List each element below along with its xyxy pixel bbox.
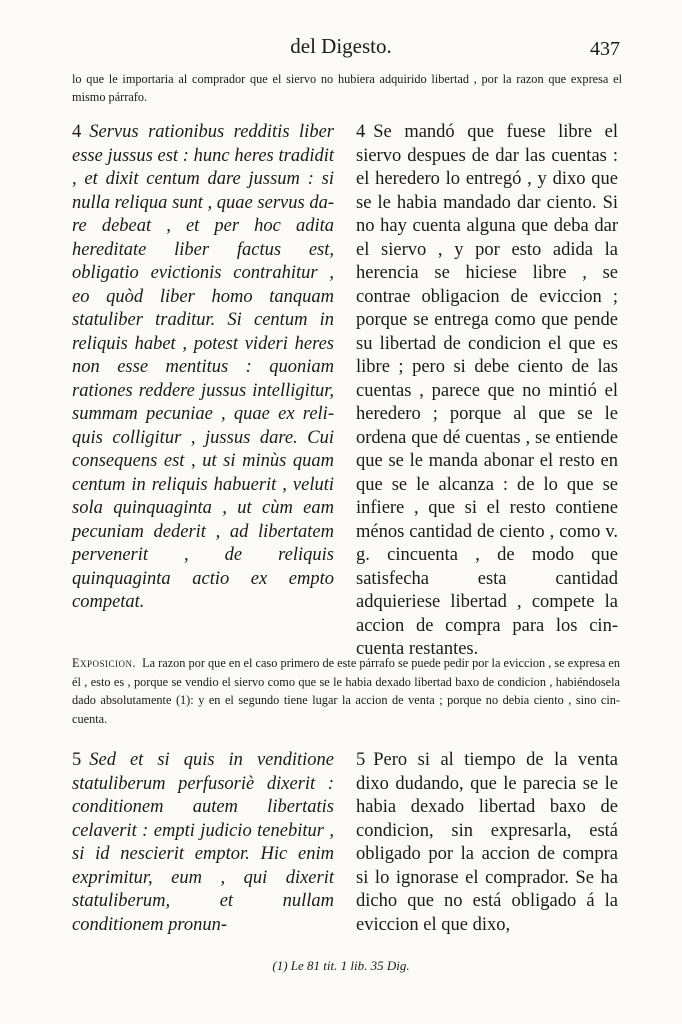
spanish-paragraph-4 bbox=[356, 121, 618, 662]
paragraph-number: 4 bbox=[72, 122, 82, 142]
paragraph-number: 5 bbox=[356, 750, 366, 770]
exposicion-lead: Exposicion. bbox=[72, 656, 137, 670]
paragraph-number: 4 bbox=[356, 122, 366, 142]
exposicion-text: La razon por que en el caso primero de este párrafo se puede pedir por la eviccion , se expresa en él , esto es , porque se vendio el siervo como que se le habia dexado libertad baxo de condicion , habiéndosela dado absolutamente (1): y en el segundo tiene lugar la accion de venta ; porque no debia ciento , sino cincuenta. bbox=[72, 656, 620, 726]
latin-paragraph-4 bbox=[72, 121, 334, 615]
latin-text: Servus rationibus redditis liber esse jussus est : hunc heres tradidit , et dixit centum dare jussum : si nulla reliqua sunt , quae servus dare debeat , et per hoc adita hereditate liber factus est, obligatio evictionis contrahitur , eo quòd liber homo tanquam statuliber traditur. Si centum in reliquis habet , potest videri heres non esse mentitus : quoniam rationes reddere jussus intelligitur, summam pecuniae , quae ex reliquis colligitur , jussus dare. Cui consequens est , ut si minùs quam centum in reliquis habuerit , veluti sola quinquaginta , ut cùm eam pecuniam dederit , ad libertatem pervenerit , de reliquis quinquaginta actio ex empto competat. bbox=[72, 122, 334, 612]
footnote: (1) Le 81 tit. 1 lib. 35 Dig. bbox=[272, 958, 410, 973]
paragraph-number: 5 bbox=[72, 750, 82, 770]
running-header-title: del Digesto. bbox=[290, 34, 392, 58]
spanish-text: Pero si al tiempo de la venta dixo dudando, que le parecia se le habia dexado libertad baxo de condicion, sin expresarla, está obligado por la accion de compra si lo ignorase el comprador. Se ha dicho que no está obligado á la eviccion el que dixo, bbox=[356, 750, 618, 935]
latin-paragraph-5 bbox=[72, 749, 334, 937]
spanish-text: Se mandó que fuese libre el siervo despues de dar las cuentas : el heredero lo entregó , y dixo que se le habia mandado dar ciento. Si no hay cuenta alguna que deba dar el siervo , y por esto adida la herencia se hiciese libre , se contrae obligacion de eviccion ; porque se entrega como que pende su libertad de condicion el que es libre ; pero si debe ciento de las cuentas , parece que no mintió el heredero ; porque al que se le ordena que dé cuentas , se entiende que se le manda abonar el resto en que se le alcanza : de lo que se infiere , que si el resto contiene ménos cantidad de ciento , como v. g. cincuenta , de modo que satisfecha esta cantidad adquieriese libertad , compete la accion de compra para los cincuenta restantes. bbox=[356, 122, 618, 659]
spanish-paragraph-5 bbox=[356, 749, 618, 937]
page-number: 437 bbox=[590, 38, 620, 60]
latin-text: Sed et si quis in venditione statuliberum perfusoriè dixerit : conditionem autem libertatis celaverit : empti judicio tenebitur , si id nescierit emptor. Hic enim exprimitur, eum , qui dixerit statuliberum, et nullam conditionem pronun- bbox=[72, 750, 334, 935]
exposicion-note bbox=[72, 654, 620, 728]
top-note: lo que le importaria al comprador que el siervo no hubiera adquirido libertad , por la razon que expresa el mismo párrafo. bbox=[72, 72, 622, 104]
